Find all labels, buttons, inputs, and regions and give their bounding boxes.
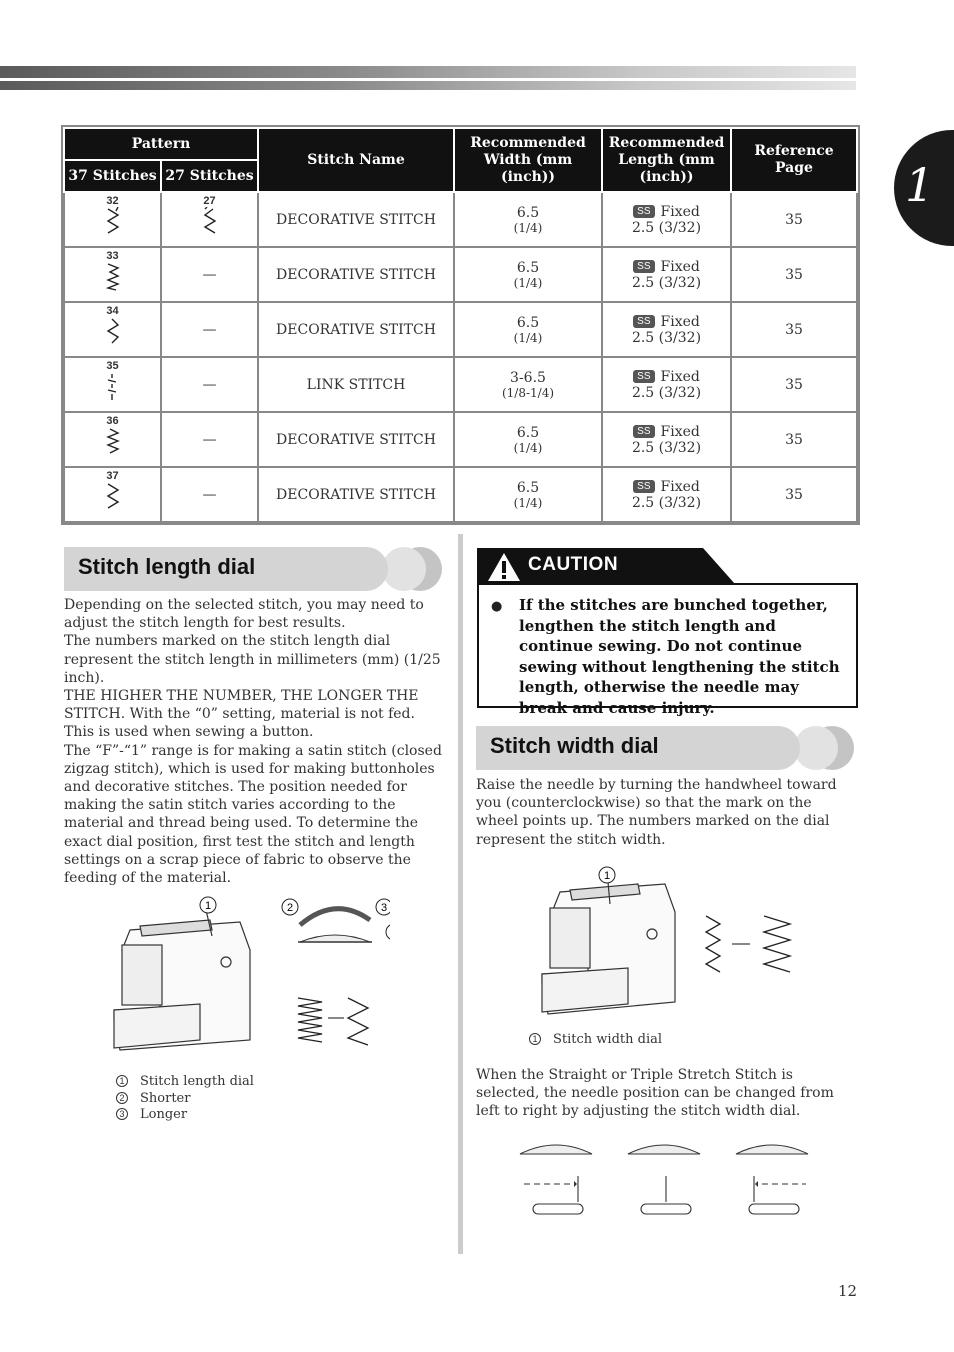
column-divider (458, 534, 463, 1254)
width-inch: (1/4) (513, 275, 543, 290)
pattern-37-cell (64, 192, 161, 247)
ss-badge: SS (633, 205, 654, 218)
chapter-number: 1 (905, 158, 935, 212)
width-mm: 6.5 (516, 479, 540, 496)
sewing-machine-width-dial-illustration (530, 862, 800, 1027)
width-cell (454, 247, 602, 302)
length-fixed-line (603, 424, 730, 440)
length-dial-legend (116, 1074, 254, 1124)
caution-text: If the stitches are bunched together, lengthen the stitch length and continue sewing. Do not continue sewing without lengthening the stitch length, otherwise the needle may break and cause injury. (519, 596, 840, 717)
length-cell (602, 302, 731, 357)
stitch-name: DECORATIVE STITCH (276, 486, 436, 503)
length-cell (602, 192, 731, 247)
stitch-name-cell (258, 467, 454, 522)
legend-label: Stitch length dial (140, 1074, 254, 1089)
width-mm: 6.5 (516, 424, 540, 441)
reference-page: 35 (785, 321, 803, 338)
stitch-name-cell (258, 192, 454, 247)
length-value: 2.5 (3/32) (631, 219, 702, 236)
legend-number: 2 (116, 1092, 128, 1104)
stitch-name-cell (258, 357, 454, 412)
stitch-name: DECORATIVE STITCH (276, 431, 436, 448)
length-fixed-line (603, 479, 730, 495)
page-number: 12 (838, 1282, 858, 1300)
width-cell (454, 357, 602, 412)
stitch-name: DECORATIVE STITCH (276, 211, 436, 228)
stitch-pattern-icon (105, 482, 121, 512)
pattern-number: 33 (106, 250, 119, 262)
warning-icon (487, 552, 521, 582)
stitch-pattern-icon (105, 207, 121, 237)
pattern-none: — (202, 486, 217, 503)
pattern-none: — (202, 321, 217, 338)
header-rec-length: Recommended Length (mm (inch)) (602, 128, 731, 192)
length-value: 2.5 (3/32) (631, 329, 702, 346)
length-cell (602, 467, 731, 522)
ss-badge: SS (633, 425, 654, 438)
pattern-37-cell (64, 357, 161, 412)
stitch-name-cell (258, 412, 454, 467)
pattern-27-cell (161, 467, 258, 522)
length-fixed: Fixed (660, 203, 700, 220)
legend-number: 3 (116, 1108, 128, 1120)
reference-page: 35 (785, 266, 803, 283)
legend-label: Longer (140, 1107, 188, 1122)
caution-header (477, 548, 735, 584)
stitch-width-dial-heading (476, 726, 854, 770)
length-value: 2.5 (3/32) (631, 384, 702, 401)
length-fixed-line (603, 204, 730, 220)
width-inch: (1/8-1/4) (501, 385, 555, 400)
stitch-name-cell (258, 302, 454, 357)
width-inch: (1/4) (513, 440, 543, 455)
heading-decoration (794, 726, 838, 770)
header-37-stitches: 37 Stitches (64, 160, 161, 192)
reference-page: 35 (785, 376, 803, 393)
legend-label: Stitch width dial (553, 1032, 663, 1047)
width-cell (454, 302, 602, 357)
reference-page-cell (731, 357, 857, 412)
pattern-37-cell (64, 302, 161, 357)
pattern-number: 32 (106, 195, 119, 207)
length-fixed-line (603, 369, 730, 385)
stitch-pattern-icon (105, 427, 121, 457)
length-fixed: Fixed (660, 368, 700, 385)
table-row (64, 192, 857, 247)
legend-item (116, 1107, 254, 1124)
length-fixed-line (603, 259, 730, 275)
stitch-table (63, 127, 858, 523)
sewing-machine-length-dial-illustration (100, 890, 390, 1060)
length-value: 2.5 (3/32) (631, 494, 702, 511)
stitch-pattern-icon (105, 372, 121, 402)
pattern-none: — (202, 376, 217, 393)
reference-page-cell (731, 412, 857, 467)
length-value: 2.5 (3/32) (631, 439, 702, 456)
width-mm: 6.5 (516, 314, 540, 331)
callout-1: 1 (603, 870, 611, 882)
table-row (64, 357, 857, 412)
header-bar (0, 66, 856, 90)
length-fixed: Fixed (660, 478, 700, 495)
stitch-name-cell (258, 247, 454, 302)
ss-badge: SS (633, 315, 654, 328)
caution-bullet: ● (491, 599, 503, 614)
width-inch: (1/4) (513, 495, 543, 510)
header-stitch-name: Stitch Name (258, 128, 454, 192)
length-cell (602, 412, 731, 467)
width-cell (454, 467, 602, 522)
pattern-number: 27 (203, 195, 216, 207)
needle-position-illustration (516, 1138, 816, 1220)
length-fixed-line (603, 314, 730, 330)
reference-page-cell (731, 467, 857, 522)
caution-label: CAUTION (528, 554, 619, 575)
length-cell (602, 247, 731, 302)
reference-page-cell (731, 192, 857, 247)
length-fixed: Fixed (660, 258, 700, 275)
pattern-27-cell (161, 412, 258, 467)
needle-position-text: When the Straight or Triple Stretch Stitch is selected, the needle position can be changed from left to right by adjusting the stitch width dial. (476, 1067, 834, 1120)
pattern-27-cell (161, 357, 258, 412)
reference-page: 35 (785, 211, 803, 228)
stitch-length-dial-heading (64, 547, 442, 591)
stitch-pattern-icon (105, 262, 121, 292)
ss-badge: SS (633, 370, 654, 383)
header-pattern: Pattern (64, 128, 258, 160)
header-27-stitches: 27 Stitches (161, 160, 258, 192)
legend-number: 1 (529, 1033, 541, 1045)
stitch-pattern-icon (202, 207, 218, 237)
width-dial-legend (529, 1032, 662, 1049)
width-mm: 3-6.5 (510, 369, 546, 386)
pattern-none: — (202, 266, 217, 283)
stitch-name: DECORATIVE STITCH (276, 321, 436, 338)
pattern-number: 36 (106, 415, 119, 427)
length-fixed: Fixed (660, 423, 700, 440)
pattern-number: 37 (106, 470, 119, 482)
reference-page-cell (731, 247, 857, 302)
pattern-none: — (202, 431, 217, 448)
width-inch: (1/4) (513, 330, 543, 345)
table-row (64, 467, 857, 522)
reference-page-cell (731, 302, 857, 357)
table-row (64, 302, 857, 357)
pattern-27-cell (161, 247, 258, 302)
pattern-number: 34 (106, 305, 119, 317)
reference-page: 35 (785, 486, 803, 503)
pattern-37-cell (64, 247, 161, 302)
legend-label: Shorter (140, 1090, 191, 1106)
table-row (64, 412, 857, 467)
header-rec-width: Recommended Width (mm (inch)) (454, 128, 602, 192)
pattern-37-cell (64, 467, 161, 522)
length-value: 2.5 (3/32) (631, 274, 702, 291)
ss-badge: SS (633, 260, 654, 273)
length-cell (602, 357, 731, 412)
callout-2: 2 (286, 902, 294, 914)
caution-box (477, 583, 858, 717)
pattern-27-cell (161, 302, 258, 357)
stitch-length-dial-title: Stitch length dial (78, 554, 256, 579)
stitch-width-dial-text: Raise the needle by turning the handwheel toward you (counterclockwise) so that the mark on the wheel points up. The numbers marked on the dial represent the stitch width. (476, 777, 837, 848)
pattern-27-cell (161, 192, 258, 247)
legend-number: 1 (116, 1075, 128, 1087)
length-fixed: Fixed (660, 313, 700, 330)
legend-item (529, 1032, 662, 1049)
stitch-name: DECORATIVE STITCH (276, 266, 436, 283)
stitch-name: LINK STITCH (306, 376, 406, 393)
width-cell (454, 192, 602, 247)
pattern-37-cell (64, 412, 161, 467)
callout-3: 3 (380, 902, 388, 914)
pattern-number: 35 (106, 360, 119, 372)
callout-1: 1 (204, 900, 212, 912)
stitch-pattern-icon (105, 317, 121, 347)
reference-page: 35 (785, 431, 803, 448)
width-cell (454, 412, 602, 467)
width-mm: 6.5 (516, 259, 540, 276)
legend-item (116, 1091, 254, 1108)
table-row (64, 247, 857, 302)
legend-item (116, 1074, 254, 1091)
width-mm: 6.5 (516, 204, 540, 221)
header-reference-page: Reference Page (731, 128, 857, 192)
stitch-width-dial-title: Stitch width dial (490, 733, 659, 758)
heading-decoration (382, 547, 426, 591)
width-inch: (1/4) (513, 220, 543, 235)
stitch-length-dial-text: Depending on the selected stitch, you may need to adjust the stitch length for best results. The numbers marked on the stitch length dial represent the stitch length in millimeters (mm) (1/25 inch). THE HIGHER THE NUMBER, THE LONGER THE STITCH. With the “0” setting, material is not fed. This is used when sewing a button. The “F”-“1” range is for making a satin stitch (closed zigzag stitch), which is used for making buttonholes and decorative stitches. The position needed for making the satin stitch varies according to the material and thread being used. To determine the exact dial position, first test the stitch and length settings on a scrap piece of fabric to observe the feeding of the material. (64, 597, 442, 887)
ss-badge: SS (633, 480, 654, 493)
